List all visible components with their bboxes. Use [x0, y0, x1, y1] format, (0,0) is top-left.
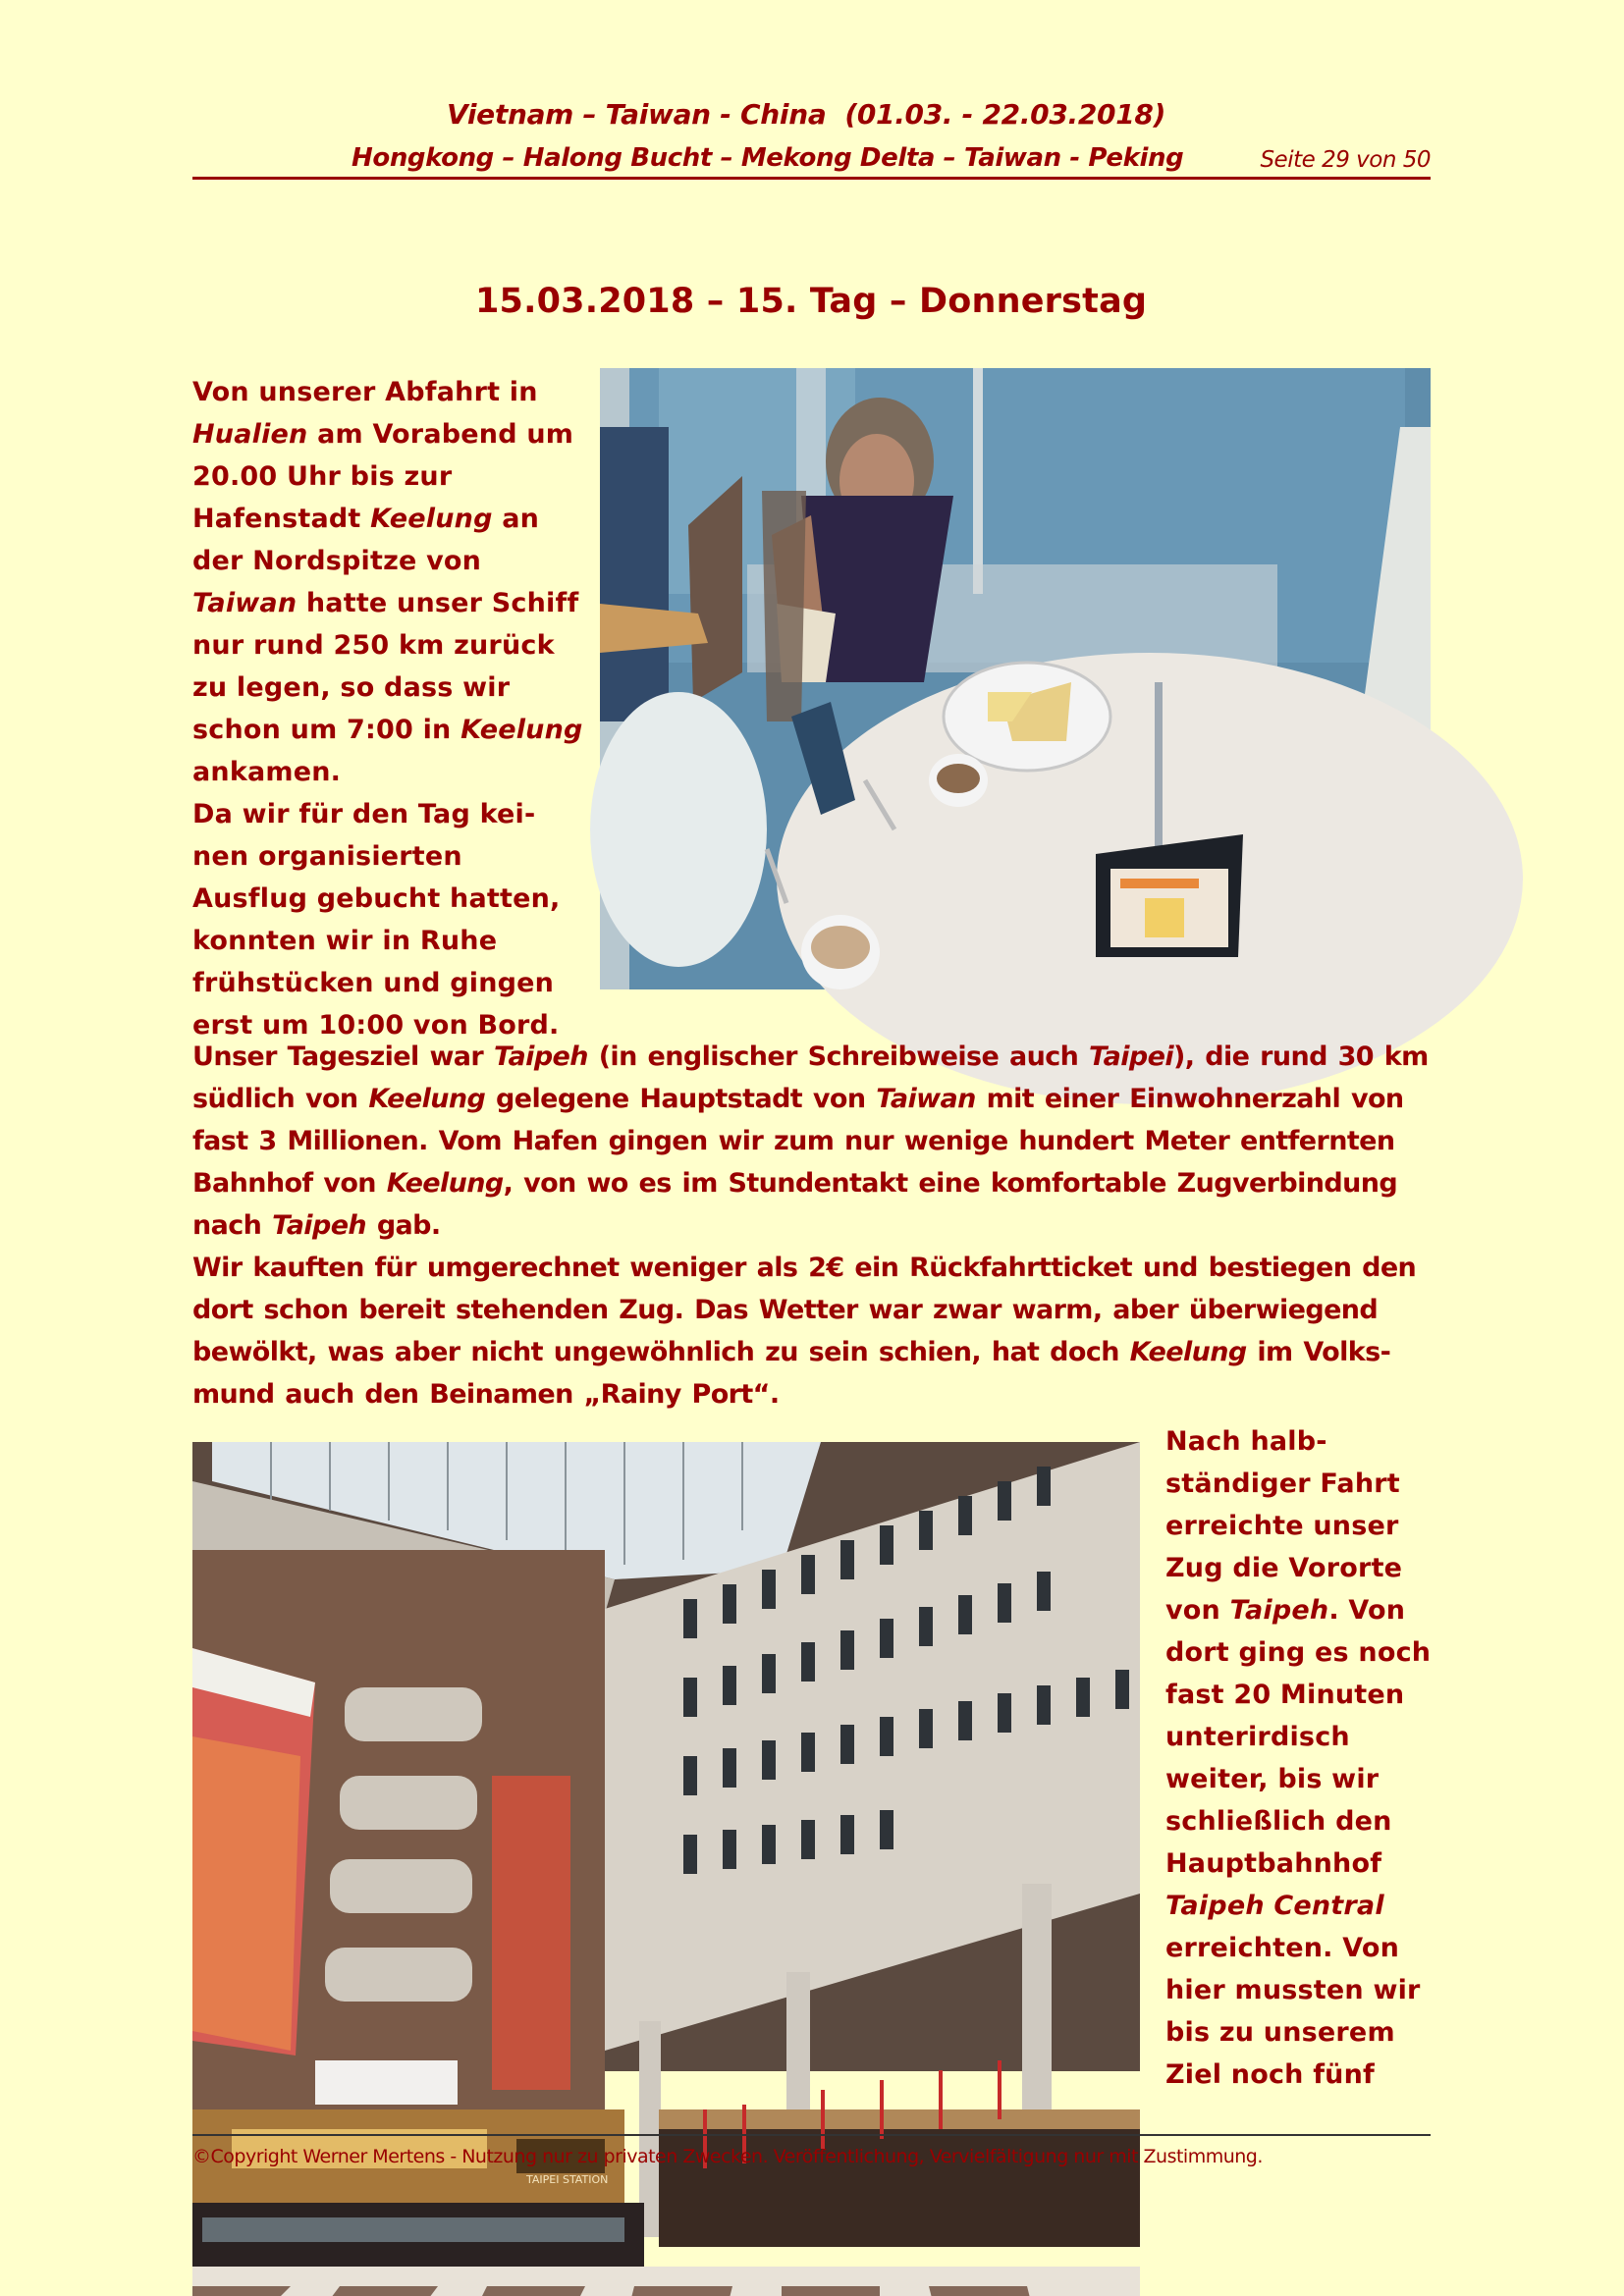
- place-name: Taiwan: [192, 588, 298, 618]
- footer-divider: [192, 2134, 1431, 2136]
- page-number: Seite 29 von 50: [1260, 147, 1431, 173]
- place-name: Hualien: [192, 419, 308, 450]
- document-title: Vietnam – Taiwan - China (01.03. - 22.03.2018): [447, 98, 1166, 131]
- place-name: Taipeh: [493, 1041, 588, 1072]
- place-name: Taipei: [1089, 1041, 1174, 1072]
- place-name: Keelung: [460, 715, 583, 745]
- header-route-bar: [192, 143, 1431, 180]
- place-name: Keelung: [368, 1084, 486, 1114]
- route-subtitle: Hongkong – Halong Bucht – Mekong Delta – Taiwan - Peking: [352, 143, 1184, 173]
- place-name: Taiwan: [876, 1084, 976, 1114]
- breakfast-photo-image: [600, 368, 1431, 989]
- place-name: Keelung: [370, 504, 493, 534]
- place-name: Keelung: [1129, 1337, 1247, 1367]
- paragraph: Wir kauften für umgerechnet weniger als 2€ ein Rückfahrtticket und bestiegen den dort schon bereit stehenden Zug. Das Wetter war zwar warm, aber überwiegend bewölkt, was aber nicht ungewöhnlich zu sein schien, hat doch Keelung im Volks-mund auch den Beinamen „Rainy Port“.: [192, 1253, 1417, 1410]
- paragraph: Von unserer Abfahrt in Hualien am Vorabend um 20.00 Uhr bis zur Hafenstadt Keelung an der Nordspitze von Taiwan hatte unser Schiff nur rund 250 km zurück zu legen, so dass wir schon um 7:00 in Keelung ankamen.: [192, 377, 583, 787]
- paragraph: Unser Tagesziel war Taipeh (in englischer Schreibweise auch Taipei), die rund 30 km südlich von Keelung gelegene Hauptstadt von Taiwan mit einer Einwohnerzahl von fast 3 Millionen. Vom Hafen gingen wir zum nur wenige hundert Meter entfernten Bahnhof von Keelung, von wo es im Stundentakt eine komfortable Zugverbindung nach Taipeh gab.: [192, 1041, 1429, 1241]
- main-text-block: [192, 1036, 1434, 1415]
- intro-text-column: [192, 371, 585, 1046]
- copyright-notice: ©Copyright Werner Mertens - Nutzung nur zu privaten Zwecken. Veröffentlichung, Vervielfältigung nur mit Zustimmung.: [192, 2146, 1263, 2167]
- place-name: Taipeh Central: [1165, 1891, 1384, 1921]
- breakfast-photo: [600, 368, 1431, 989]
- paragraph: Nach halb-ständiger Fahrt erreichte unser Zug die Vororte von Taipeh. Von dort ging es noch fast 20 Minuten unterirdisch weiter, bis wir schließlich den Hauptbahnhof Taipeh Central erreichten. Von hier mussten wir bis zu unserem Ziel noch fünf: [1165, 1426, 1432, 2090]
- right-text-column: [1165, 1420, 1440, 2096]
- place-name: Taipeh: [272, 1210, 367, 1241]
- station-sign-text: TAIPEI STATION: [526, 2173, 609, 2186]
- day-heading: 15.03.2018 – 15. Tag – Donnerstag: [475, 282, 1148, 321]
- place-name: Keelung: [386, 1168, 504, 1199]
- paragraph: Da wir für den Tag kei-nen organisierten Ausflug gebucht hatten, konnten wir in Ruhe frühstücken und gingen erst um 10:00 von Bord.: [192, 799, 561, 1041]
- place-name: Taipeh: [1229, 1595, 1329, 1626]
